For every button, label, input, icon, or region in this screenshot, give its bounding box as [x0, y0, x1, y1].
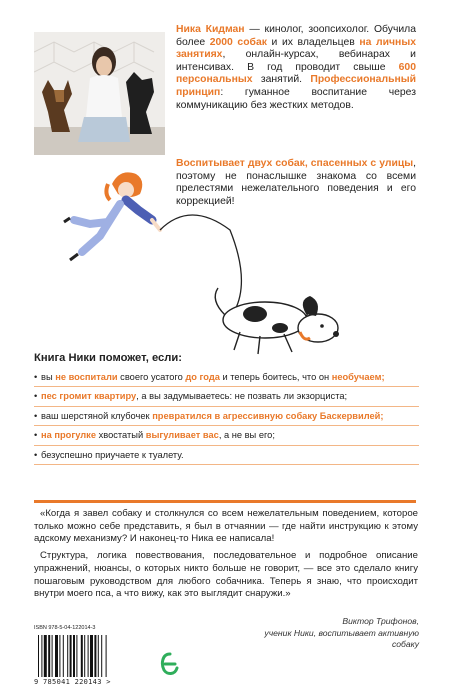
need-text: , а вы задумываетесь: не позвать ли экзорциста; [136, 391, 348, 402]
barcode-bar [94, 635, 96, 677]
need-text: вы [41, 372, 56, 382]
bullet-icon: • [34, 372, 38, 382]
barcode-bar [44, 635, 47, 677]
bio-text: — кинолог, зоопсихолог. Обучила более [176, 24, 417, 48]
isbn-digits: 9 785041 220143 > [34, 678, 111, 686]
need-item [34, 387, 419, 406]
author-photo [34, 32, 165, 155]
barcode-bar [88, 635, 89, 677]
isbn-label: ISBN 978-5-04-122014-3 [34, 625, 96, 631]
bullet-icon: • [34, 391, 38, 402]
barcode-bar [81, 635, 83, 677]
bio-text: и их владельцев [266, 36, 360, 48]
dog-shape [215, 288, 339, 354]
barcode-bar [70, 635, 72, 677]
bio-text: занятий. [252, 74, 311, 86]
author-bio [176, 24, 416, 112]
need-text [41, 391, 347, 401]
need-text [41, 430, 275, 440]
quote-author [242, 616, 419, 651]
need-text: ваш шерстяной клубочек [41, 410, 153, 421]
bio2-highlight: Воспитывает двух собак, спасенных с улицы [176, 158, 414, 169]
bio-highlight: на личных занятиях [176, 36, 416, 61]
barcode-bar [101, 635, 102, 677]
need-item [34, 426, 419, 445]
need-highlight: необучаем; [331, 372, 385, 382]
bio-highlight: 2000 собак [209, 36, 267, 48]
author-description: ученик Ники, воспитывает активную собаку [264, 627, 419, 650]
barcode-bar [38, 635, 39, 677]
barcode-bar [98, 635, 99, 677]
book-helps-heading: Книга Ники поможет, если: [34, 352, 182, 364]
quote-paragraph-1: «Когда я завел собаку и столкнулся со всем нежелательным поведением, которое только можно себе представить, я был в отчаянии — где найти инструкцию к этому адскому механизму? И наконец-то Ника ее написала! [34, 508, 418, 545]
quote-paragraph-2: Структура, логика повествования, последовательное и подробное описание упражнений, нюансы, о которых никто больше не говорит, — все это сделало книгу пошаговым руководством для любого собачника. Теперь я знаю, что происходит внутри моего пса, а что вижу, как это выглядит снаружи.» [34, 550, 418, 600]
need-highlight: выгуливает вас [145, 430, 219, 441]
need-text: хвостатый [96, 430, 146, 441]
barcode-bar [55, 635, 58, 677]
need-text: безуспешно приучаете к туалету. [41, 449, 184, 460]
bio-highlight: 600 персональных [176, 61, 416, 86]
barcode-bar [90, 635, 93, 677]
bullet-icon: • [34, 449, 38, 460]
barcode-bar [41, 635, 42, 677]
need-item [34, 368, 419, 387]
need-highlight: на прогулке [41, 430, 96, 441]
bio2-text: , поэтому не понаслышке знакома со всеми прелестями нежелательного поведения и его коррекцией! [176, 158, 416, 207]
need-highlight: до года [185, 372, 220, 382]
woman-walking-dog-illustration [60, 160, 400, 360]
need-highlight: пес громит квартиру [41, 391, 137, 402]
needs-list [34, 368, 419, 465]
barcode-bar [106, 635, 107, 677]
need-item [34, 407, 419, 426]
need-item [34, 446, 419, 465]
need-text [41, 411, 383, 421]
need-text: своего усатого [117, 372, 186, 382]
bio-highlight: Ника Кидман [176, 24, 245, 35]
author-name: Виктор Трифонов, [342, 616, 419, 626]
barcode-bar [48, 635, 50, 677]
barcode-bar [84, 635, 85, 677]
barcode-bar [76, 635, 77, 677]
need-text: и теперь боитесь, что он [219, 372, 332, 382]
barcode-bar [73, 635, 75, 677]
barcode-bar [63, 635, 64, 677]
bio-text: : гуманное воспитание через коммуникацию без жестких методов. [176, 86, 416, 111]
barcode-graphic [38, 635, 126, 677]
bio-text: , онлайн-курсах, вебинарах и интенсивах. В год проводит свыше [176, 49, 416, 73]
orange-divider [34, 500, 416, 503]
barcode-bar [52, 635, 53, 677]
barcode-bar [59, 635, 60, 677]
bullet-icon: • [34, 430, 38, 441]
testimonial-quote [34, 508, 418, 605]
barcode-bar [67, 635, 68, 677]
need-text [41, 372, 385, 382]
bio-paragraph [176, 24, 416, 112]
need-text: , а не вы его; [218, 430, 275, 441]
need-text [41, 450, 184, 460]
isbn-barcode-block [34, 625, 134, 689]
need-highlight: превратился в агрессивную собаку Баскервилей; [152, 410, 384, 421]
need-highlight: не воспитали [55, 372, 118, 382]
publisher-logo-icon [160, 652, 180, 676]
bio-highlight: Профессиональный принцип [176, 74, 416, 98]
bullet-icon: • [34, 410, 38, 421]
